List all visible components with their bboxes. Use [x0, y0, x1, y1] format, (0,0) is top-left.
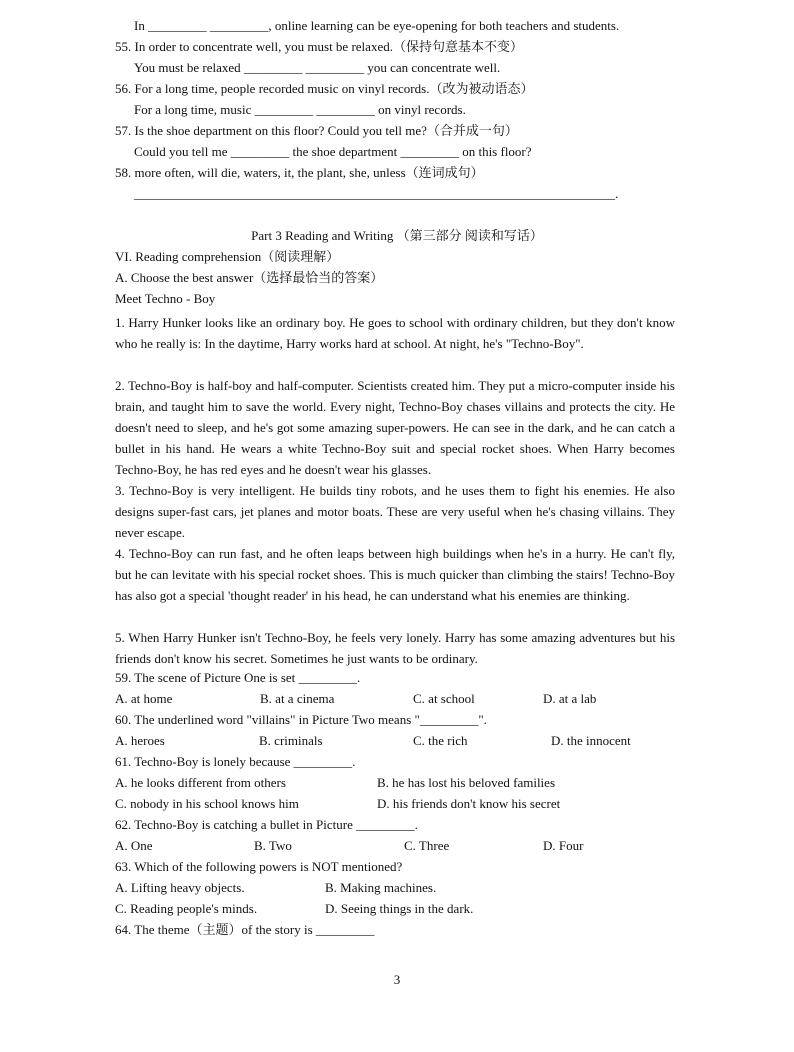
q54-answer-line: In _________ _________, online learning can be eye-opening for both teachers and students.: [134, 18, 620, 33]
q63-option-a: A. Lifting heavy objects.: [115, 880, 245, 895]
section-vi-title: VI. Reading comprehension（阅读理解）: [115, 249, 340, 264]
passage-paragraph-2: 2. Techno-Boy is half-boy and half-computer. Scientists created him. They put a micro-computer inside his brain, and taught him to save the world. Every night, Techno-Boy chases villains and protects the city. He doesn't need to sleep, and he's got some amazing super-powers. He can see in the dark, and he can catch a bullet in his hand. He wears a white Techno-Boy suit and special rocket shoes. When Harry becomes Techno-Boy, he has red eyes and he doesn't wear his glasses.: [115, 378, 675, 477]
q60-option-d: D. the innocent: [551, 733, 631, 748]
q59-option-a: A. at home: [115, 691, 173, 706]
passage-title: Meet Techno - Boy: [115, 291, 216, 306]
page-number: 3: [393, 972, 401, 987]
passage-paragraph-1: 1. Harry Hunker looks like an ordinary boy. He goes to school with ordinary children, but they don't know who he really is: In the daytime, Harry works hard at school. At night, he's "Techno-Boy".: [115, 315, 675, 351]
q59-option-d: D. at a lab: [543, 691, 597, 706]
passage-paragraph-5: 5. When Harry Hunker isn't Techno-Boy, he feels very lonely. Harry has some amazing adventures but his friends don't know his secret. Sometimes he just wants to be ordinary.: [115, 630, 675, 666]
q61-option-d: D. his friends don't know his secret: [377, 796, 561, 811]
q62-option-d: D. Four: [543, 838, 584, 853]
passage-paragraph-3: 3. Techno-Boy is very intelligent. He builds tiny robots, and he uses them to fight his enemies. He also designs super-fast cars, jet planes and motor boats. These are very useful when he's chasing villains. They never escape.: [115, 483, 675, 540]
q63-option-c: C. Reading people's minds.: [115, 901, 258, 916]
q59-prompt: 59. The scene of Picture One is set _________.: [115, 670, 361, 685]
q55-prompt: 55. In order to concentrate well, you must be relaxed.（保持句意基本不变）: [115, 39, 523, 54]
q57-answer-line: Could you tell me _________ the shoe department _________ on this floor?: [134, 144, 532, 159]
q62-prompt: 62. Techno-Boy is catching a bullet in Picture _________.: [115, 817, 418, 832]
q60-option-a: A. heroes: [115, 733, 165, 748]
q60-prompt: 60. The underlined word "villains" in Picture Two means "_________".: [115, 712, 487, 727]
passage-paragraph-4: 4. Techno-Boy can run fast, and he often leaps between high buildings when he's in a hurry. He can't fly, but he can levitate with his special rocket shoes. This is much quicker than climbing the stairs! Techno-Boy has also got a special 'thought reader' in his head, he can understand what his enemies are thinking.: [115, 546, 675, 603]
q56-answer-line: For a long time, music _________ _________ on vinyl records.: [134, 102, 466, 117]
q58-answer-line: __________________________________________________________________________.: [134, 186, 619, 201]
q55-answer-line: You must be relaxed _________ _________ you can concentrate well.: [134, 60, 501, 75]
q59-option-b: B. at a cinema: [260, 691, 335, 706]
q57-prompt: 57. Is the shoe department on this floor? Could you tell me?（合并成一句）: [115, 123, 518, 138]
q63-prompt: 63. Which of the following powers is NOT mentioned?: [115, 859, 403, 874]
q61-option-b: B. he has lost his beloved families: [377, 775, 556, 790]
q63-option-d: D. Seeing things in the dark.: [325, 901, 474, 916]
q62-option-b: B. Two: [254, 838, 292, 853]
q62-option-a: A. One: [115, 838, 153, 853]
q62-option-c: C. Three: [404, 838, 450, 853]
q60-option-b: B. criminals: [259, 733, 323, 748]
part3-heading: Part 3 Reading and Writing （第三部分 阅读和写话）: [251, 228, 543, 243]
q64-prompt: 64. The theme（主题）of the story is _________: [115, 922, 375, 937]
q58-prompt: 58. more often, will die, waters, it, the plant, she, unless（连词成句）: [115, 165, 484, 180]
subsection-a-title: A. Choose the best answer（选择最恰当的答案）: [115, 270, 384, 285]
q60-option-c: C. the rich: [413, 733, 468, 748]
q61-option-a: A. he looks different from others: [115, 775, 286, 790]
q59-option-c: C. at school: [413, 691, 475, 706]
q63-option-b: B. Making machines.: [325, 880, 437, 895]
q61-option-c: C. nobody in his school knows him: [115, 796, 299, 811]
q61-prompt: 61. Techno-Boy is lonely because _________.: [115, 754, 356, 769]
q56-prompt: 56. For a long time, people recorded music on vinyl records.（改为被动语态）: [115, 81, 534, 96]
